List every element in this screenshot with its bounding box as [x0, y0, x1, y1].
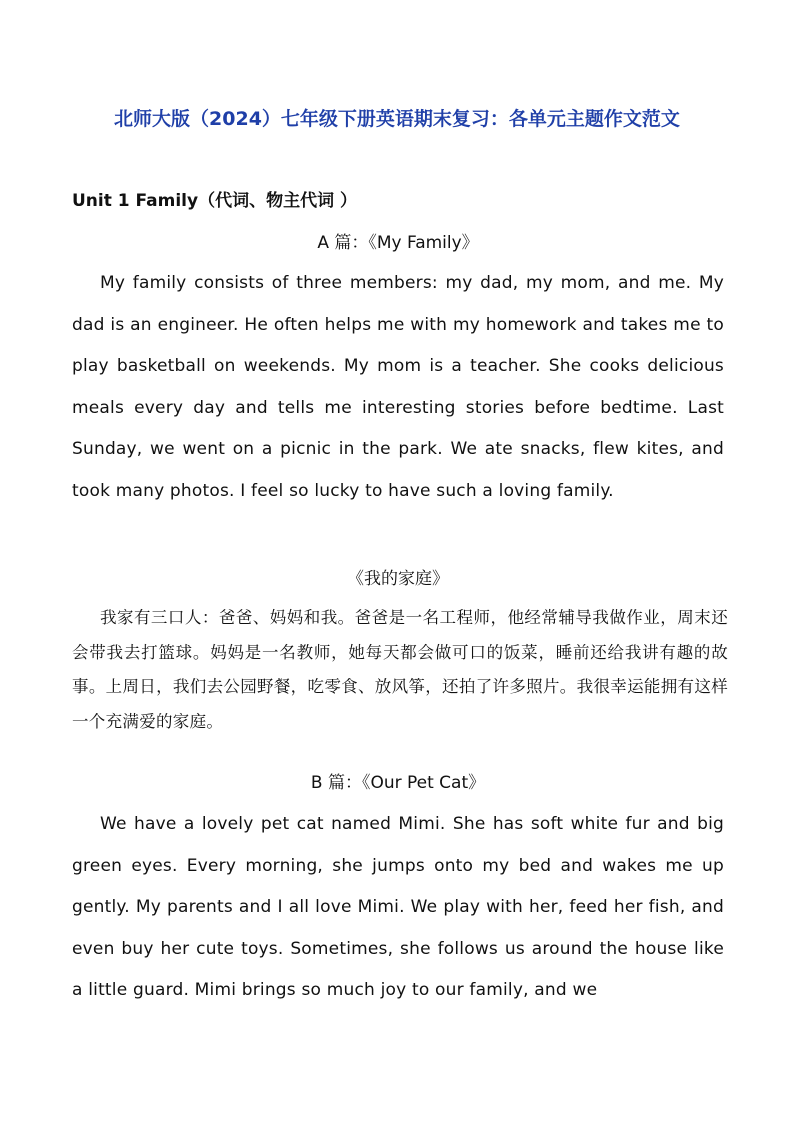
essay-b-heading: B 篇：《Our Pet Cat》	[310, 773, 486, 793]
essay-a-chinese-paragraph: 我家有三口人：爸爸、妈妈和我。爸爸是一名工程师，他经常辅导我做作业，周末还会带我去打篮球。妈妈是一名教师，她每天都会做可口的饭菜，睡前还给我讲有趣的故事。上周日，我们去公园野餐，吃零食、放风筝，还拍了许多照片。我很幸运能拥有这样一个充满爱的家庭。	[72, 608, 728, 731]
essay-a-chinese-heading: 《我的家庭》	[347, 569, 449, 589]
unit-heading: Unit 1 Family（代词、物主代词 ）	[72, 191, 357, 211]
essay-a-english-paragraph: My family consists of three members: my dad, my mom, and me. My dad is an engineer. He often helps me with my homework and takes me to play basketball on weekends. My mom is a teacher. She cooks delicious meals every day and tells me interesting stories before bedtime. Last Sunday, we went on a picnic in the park. We ate snacks, flew kites, and took many photos. I feel so lucky to have such a loving family.	[72, 273, 724, 501]
essay-a-heading: A 篇：《My Family》	[317, 233, 479, 253]
essay-b-english-paragraph: We have a lovely pet cat named Mimi. She has soft white fur and big green eyes. Every morning, she jumps onto my bed and wakes me up gently. My parents and I all love Mimi. We play with her, feed her fish, and even buy her cute toys. Sometimes, she follows us around the house like a little guard. Mimi brings so much joy to our family, and we	[72, 814, 724, 1001]
document-title: 北师大版（2024）七年级下册英语期末复习：各单元主题作文范文	[114, 108, 680, 130]
